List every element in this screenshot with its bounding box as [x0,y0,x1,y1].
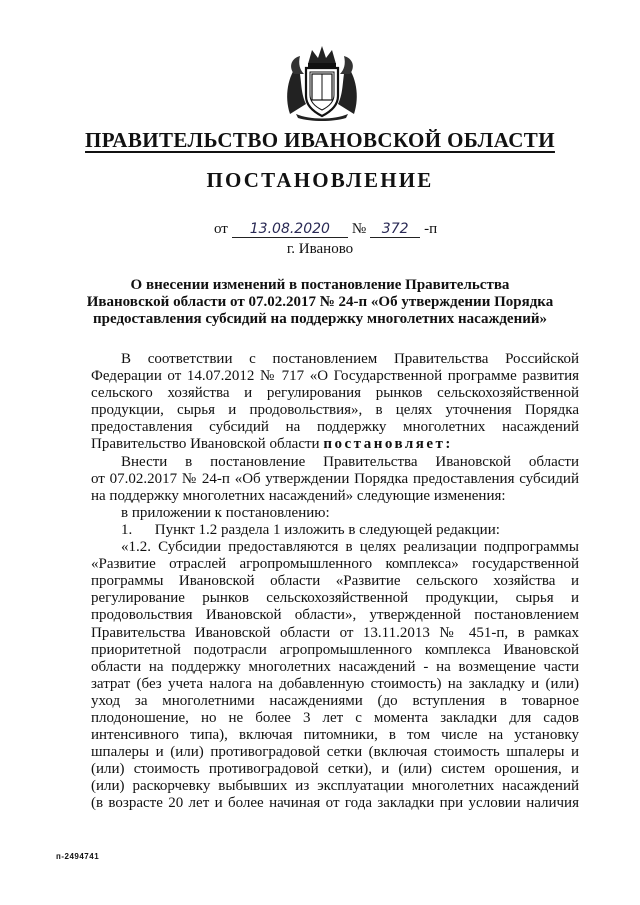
body-line: (в возрасте 20 лет и более начиная от года закладки при условии наличия [91,795,579,812]
body-line: шпалеры и (или) противоградовой сетки (включая стоимость шпалеры и [91,744,579,761]
date-prefix: от [214,221,228,237]
subject-line: О внесении изменений в постановление Правительства [130,277,510,293]
body-line: от 07.02.2017 № 24-п «Об утверждении Порядка предоставления субсидий [91,470,579,487]
subject-line: Ивановской области от 07.02.2017 № 24-п «Об утверждении Порядка [86,294,554,310]
number-prefix: № [351,221,367,237]
date-field: 13.08.2020 [232,221,348,238]
subject-line: предоставления субсидий на поддержку многолетних насаждений» [93,311,547,327]
body-line: предоставления субсидий на поддержку многолетних насаждений [91,419,579,436]
body-line: области на поддержку многолетних насаждений - на возмещение части [91,658,579,675]
number-suffix: -п [424,221,438,237]
body-line: на поддержку многолетних насаждений» следующие изменения: [91,487,506,504]
body-line: (или) раскорчевку выбывших из эксплуатации многолетних насаждений [91,778,579,795]
body-line: затрат (без учета налога на добавленную стоимость) на закладку и (или) [91,675,579,692]
body-line: (или) стоимость противоградовой сетки), и (или) систем орошения, и [91,761,579,778]
body-line: Правительства Ивановской области от 13.11.2013 № 451-п, в рамках [91,624,579,641]
body-line: «Развитие отраслей агропромышленного комплекса» государственной [91,556,579,573]
body-line-item [91,522,579,539]
document-type-title: ПОСТАНОВЛЕНИЕ [206,168,434,192]
date-number-line [214,221,437,238]
body-line: В соответствии с постановлением Правительства Российской [121,351,579,367]
city-line: г. Иваново [286,241,354,257]
footer-document-code: п-2494741 [56,852,100,861]
body-line: сельского хозяйства и регулирования рынков сельскохозяйственной [91,385,579,402]
decree-word: постановляет: [323,436,453,453]
body-line: в приложении к постановлению: [121,504,330,521]
government-title: ПРАВИТЕЛЬСТВО ИВАНОВСКОЙ ОБЛАСТИ [85,128,555,152]
body-line: плодоношение, но не более 3 лет с момента закладки для садов [91,709,579,726]
body-line-text: Правительство Ивановской области [91,436,320,453]
body-line: интенсивного типа), включая питомники, в том числе на установку [91,727,579,744]
body-line: приоритетной подотрасли агропромышленного комплекса Ивановской [91,641,579,658]
item-number: 1. [121,521,133,538]
document-body [91,351,579,813]
ivanovo-coat-of-arms-icon [282,44,362,122]
body-line: программы Ивановской области «Развитие сельского хозяйства и [91,573,579,590]
body-line: «1.2. Субсидии предоставляются в целях реализации подпрограммы [121,539,579,556]
body-line: продовольствия Ивановской области», утвержденной постановлением [91,607,579,624]
body-line: продукции, сырья и продовольствия», в целях уточнения Порядка [91,402,579,419]
body-line: Внести в постановление Правительства Ивановской области [121,453,579,470]
item-text: Пункт 1.2 раздела 1 изложить в следующей редакции: [154,521,500,538]
body-line: регулирование рынков сельскохозяйственной продукции, сырья и [91,590,579,607]
document-subject [60,277,580,328]
body-line-decree [91,436,579,453]
number-field: 372 [370,221,420,238]
body-line: Федерации от 14.07.2012 № 717 «О Государственной программе развития [91,368,579,385]
body-line: уход за многолетними насаждениями (до вступления в товарное [91,692,579,709]
